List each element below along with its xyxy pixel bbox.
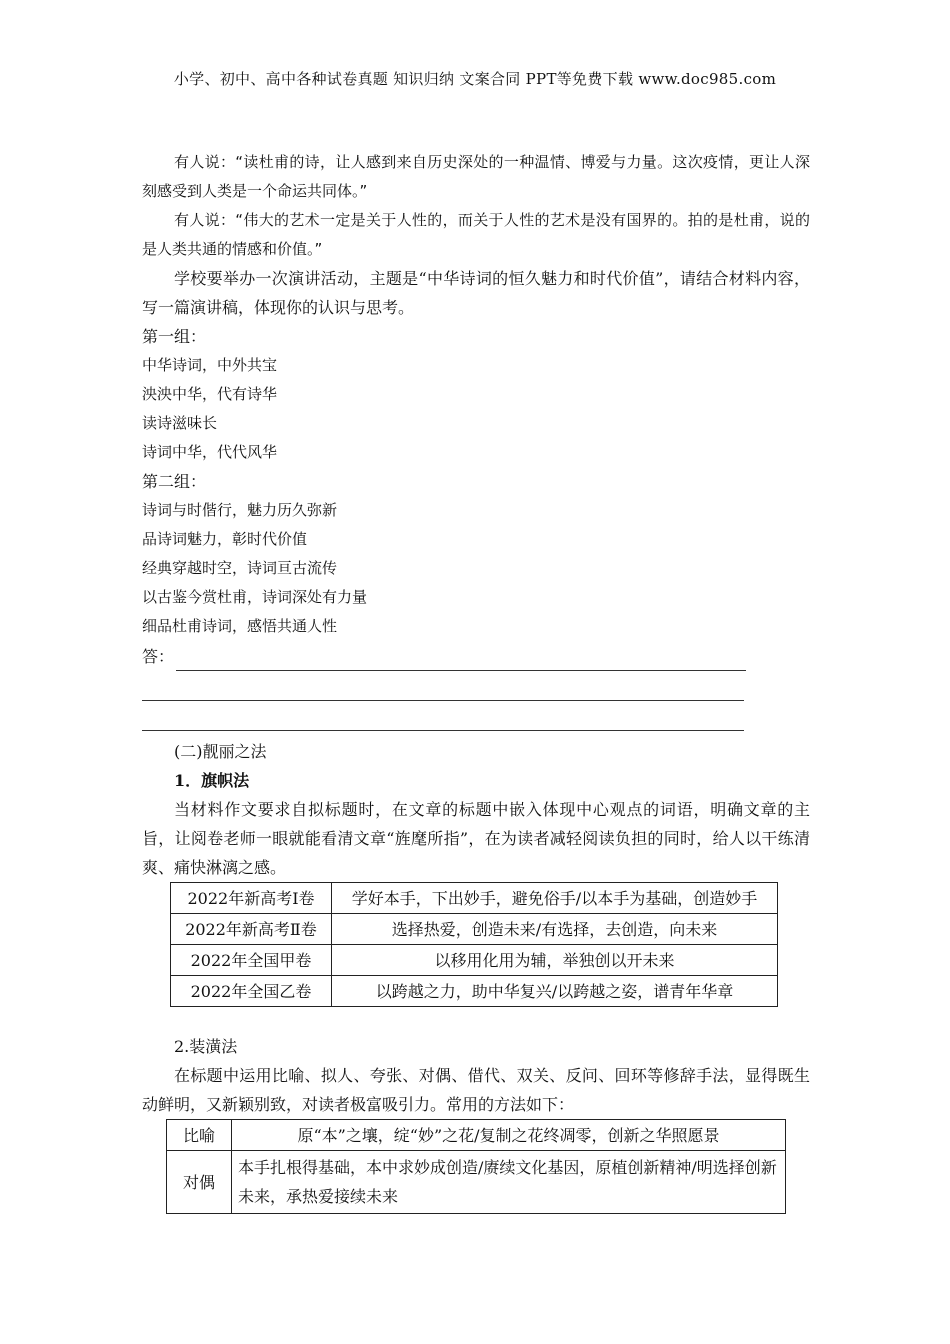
answer-line[interactable]	[142, 671, 810, 701]
group-2-title: 诗词与时偕行，魅力历久弥新	[142, 501, 338, 519]
answer-rule	[142, 712, 744, 731]
quote-2: 有人说：“伟大的艺术一定是关于人性的，而关于人性的艺术是没有国界的。拍的是杜甫，说的是人类共通的情感和价值。”	[142, 211, 810, 258]
section-title: (二)靓丽之法	[174, 742, 267, 761]
table-row	[171, 883, 778, 914]
group-2-title: 经典穿越时空，诗词亘古流传	[142, 559, 338, 577]
sample-titles-cell: 学好本手，下出妙手，避免俗手/以本手为基础，创造妙手	[332, 883, 778, 914]
exam-name-cell: 2022年全国乙卷	[171, 976, 332, 1007]
group-1-label: 第一组：	[142, 327, 207, 346]
quote-1: 有人说：“读杜甫的诗，让人感到来自历史深处的一种温情、博爱与力量。这次疫情，更让人深刻感受到人类是一个命运共同体。”	[142, 153, 810, 200]
sample-titles-cell: 以移用化用为辅，举独创以开未来	[332, 945, 778, 976]
answer-rule	[142, 682, 744, 701]
group-1-title: 诗词中华，代代风华	[142, 443, 278, 461]
answer-rule	[176, 652, 746, 671]
device-cell: 比喻	[167, 1120, 232, 1151]
group-1-title: 中华诗词，中外共宝	[142, 356, 278, 374]
table-row	[167, 1151, 786, 1214]
method-1-description: 当材料作文要求自拟标题时，在文章的标题中嵌入体现中心观点的词语，明确文章的主旨，让阅卷老师一眼就能看清文章“旌麾所指”，在为读者减轻阅读负担的同时，给人以干练清爽、痛快淋漓之感。	[142, 800, 810, 877]
page-body	[142, 148, 810, 1214]
answer-line[interactable]	[142, 701, 810, 731]
page-header: 小学、初中、高中各种试卷真题 知识归纳 文案合同 PPT等免费下载 www.doc985.com	[173, 70, 777, 88]
group-2-label: 第二组：	[142, 472, 207, 491]
exam-name-cell: 2022年新高考Ⅱ卷	[171, 914, 332, 945]
table-row	[171, 976, 778, 1007]
example-cell: 本手扎根得基础，本中求妙成创造/赓续文化基因，原植创新精神/明选择创新未来，承热爱接续未来	[232, 1151, 786, 1214]
example-cell: 原“本”之壤，绽“妙”之花/复制之花终凋零，创新之华照愿景	[232, 1120, 786, 1151]
group-1-title: 读诗滋味长	[142, 414, 218, 432]
answer-line[interactable]	[142, 641, 810, 671]
writing-task: 学校要举办一次演讲活动，主题是“中华诗词的恒久魅力和时代价值”，请结合材料内容，写一篇演讲稿，体现你的认识与思考。	[142, 269, 810, 317]
group-1-title: 泱泱中华，代有诗华	[142, 385, 278, 403]
group-2-title: 以古鉴今赏杜甫，诗词深处有力量	[142, 588, 368, 606]
exam-name-cell: 2022年全国甲卷	[171, 945, 332, 976]
device-cell: 对偶	[167, 1151, 232, 1214]
exam-name-cell: 2022年新高考Ⅰ卷	[171, 883, 332, 914]
group-2-title: 品诗词魅力，彰时代价值	[142, 530, 308, 548]
exam-titles-table	[170, 882, 778, 1007]
group-2-title: 细品杜甫诗词，感悟共通人性	[142, 617, 338, 635]
method-2-title: 2.装潢法	[174, 1037, 238, 1056]
rhetoric-titles-table	[166, 1119, 786, 1214]
method-2-description: 在标题中运用比喻、拟人、夸张、对偶、借代、双关、反问、回环等修辞手法，显得既生动鲜明，又新颖别致，对读者极富吸引力。常用的方法如下：	[142, 1066, 810, 1114]
method-1-title: 1．旗帜法	[174, 771, 250, 790]
answer-label: 答：	[142, 647, 175, 666]
sample-titles-cell: 以跨越之力，助中华复兴/以跨越之姿，谱青年华章	[332, 976, 778, 1007]
table-row	[171, 945, 778, 976]
sample-titles-cell: 选择热爱，创造未来/有选择，去创造，向未来	[332, 914, 778, 945]
table-row	[167, 1120, 786, 1151]
table-row	[171, 914, 778, 945]
